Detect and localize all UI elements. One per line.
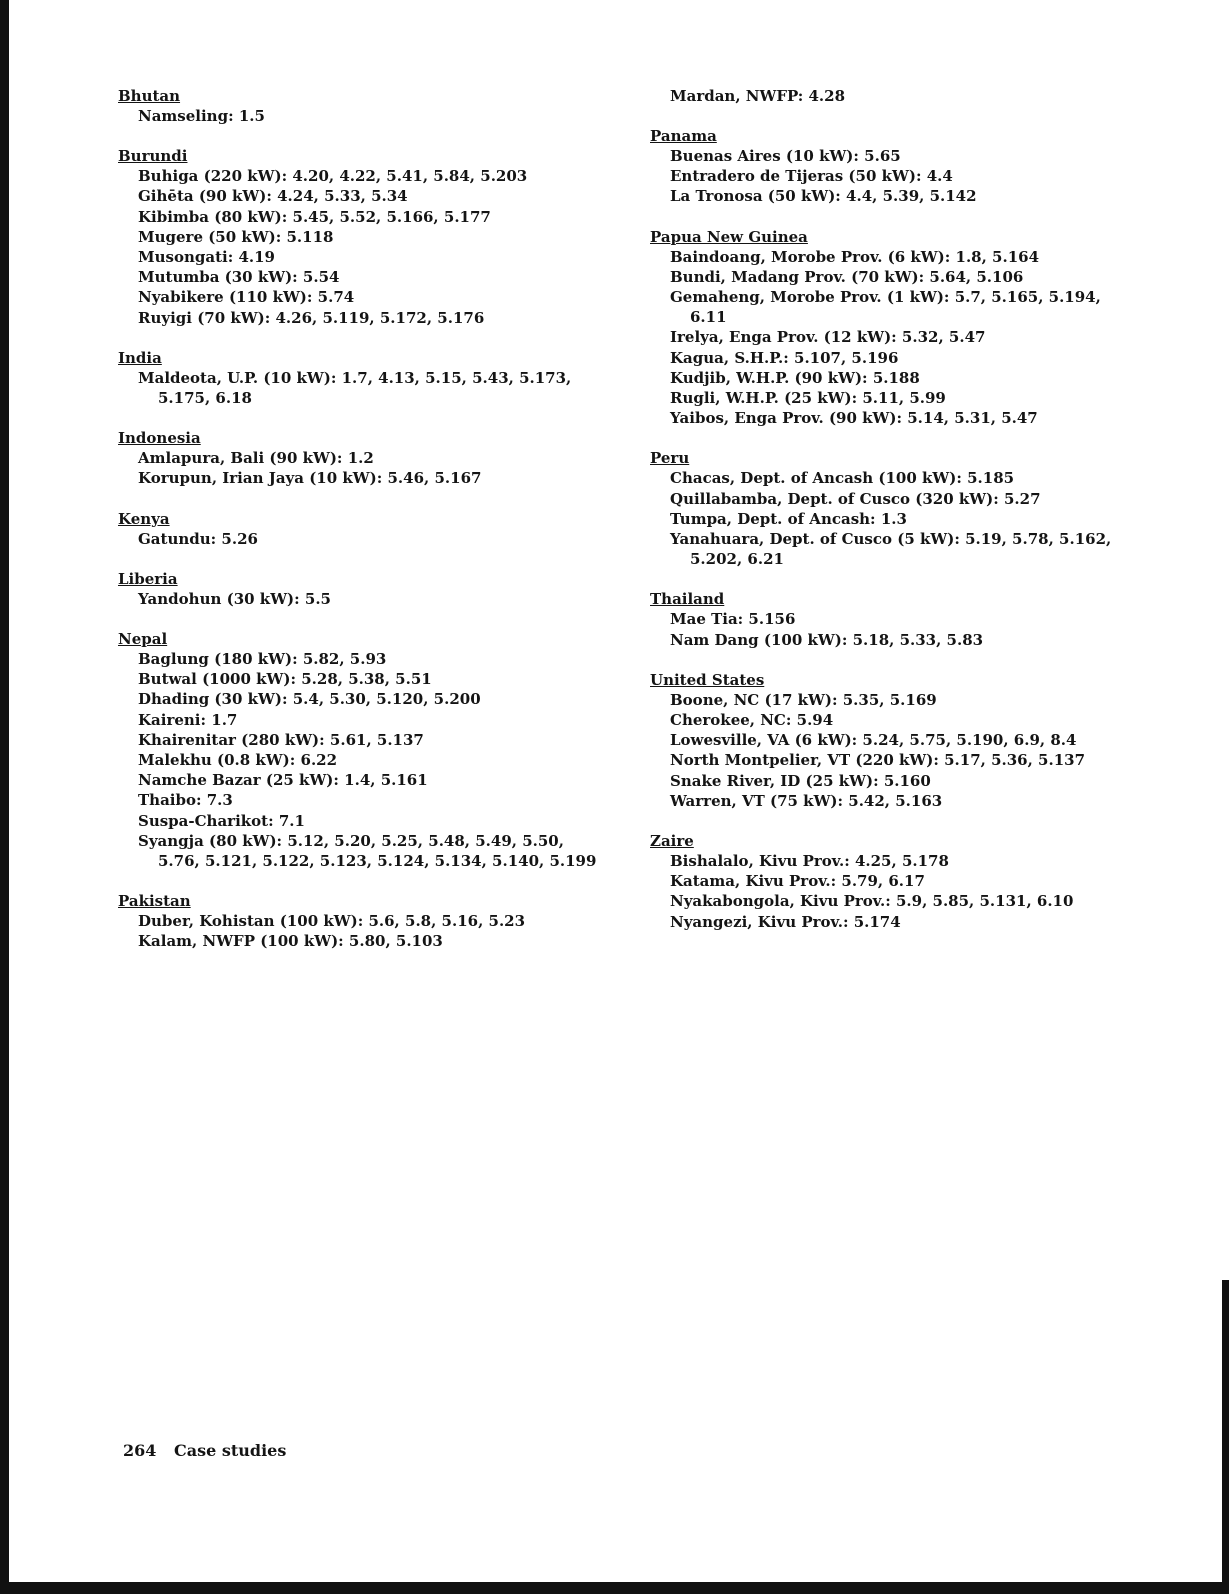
country-heading: United States: [650, 670, 765, 689]
index-entry: [118, 689, 638, 709]
index-entry: [118, 529, 638, 549]
entry-text: Kalam, NWFP (100 kW): 5.80, 5.103: [138, 932, 443, 951]
index-entry: [118, 106, 638, 126]
index-column-left: [118, 86, 638, 972]
entry-text: Dhading (30 kW): 5.4, 5.30, 5.120, 5.200: [138, 690, 481, 709]
entry-text: Kibimba (80 kW): 5.45, 5.52, 5.166, 5.177: [138, 207, 491, 226]
scan-edge-bottom: [0, 1582, 1229, 1594]
entry-continuation: 5.175, 6.18: [158, 389, 252, 408]
index-entry: [118, 811, 638, 831]
index-entry: [118, 468, 638, 488]
entry-text: Lowesville, VA (6 kW): 5.24, 5.75, 5.190, 6.9, 8.4: [670, 731, 1077, 750]
index-entry: [118, 730, 638, 750]
entry-text: Malekhu (0.8 kW): 6.22: [138, 751, 338, 770]
entry-text: North Montpelier, VT (220 kW): 5.17, 5.36, 5.137: [670, 751, 1086, 770]
entry-text: Tumpa, Dept. of Ancash: 1.3: [670, 509, 907, 528]
index-entry: [650, 771, 1210, 791]
country-heading: India: [118, 348, 162, 367]
entry-text: Mae Tia: 5.156: [670, 610, 796, 629]
page-number: 264: [123, 1441, 157, 1460]
index-entry: [118, 589, 638, 609]
country-heading: Papua New Guinea: [650, 227, 808, 246]
entry-text: La Tronosa (50 kW): 4.4, 5.39, 5.142: [670, 187, 977, 206]
entry-text: Thaibo: 7.3: [138, 791, 233, 810]
country-heading: Panama: [650, 127, 717, 145]
index-entry: [650, 851, 1210, 871]
entry-text: Nam Dang (100 kW): 5.18, 5.33, 5.83: [670, 630, 984, 649]
index-entry: [118, 750, 638, 770]
entry-text: Suspa-Charikot: 7.1: [138, 811, 305, 830]
country-heading: Nepal: [118, 630, 168, 649]
entry-text: Korupun, Irian Jaya (10 kW): 5.46, 5.167: [138, 469, 482, 488]
index-entry: [118, 669, 638, 689]
entry-text: Chacas, Dept. of Ancash (100 kW): 5.185: [670, 469, 1015, 488]
entry-text: Kagua, S.H.P.: 5.107, 5.196: [670, 348, 899, 367]
index-entry: [650, 186, 1210, 206]
entry-text: Namche Bazar (25 kW): 1.4, 5.161: [138, 771, 428, 790]
index-entry: [118, 227, 638, 247]
entry-text: Nyabikere (110 kW): 5.74: [138, 288, 355, 307]
index-column-right: [650, 86, 1210, 952]
entry-text: Warren, VT (75 kW): 5.42, 5.163: [670, 791, 943, 810]
index-entry: [650, 348, 1210, 368]
country-heading: Indonesia: [118, 429, 201, 448]
index-entry: [650, 871, 1210, 891]
index-entry: [118, 368, 638, 408]
index-entry: [118, 710, 638, 730]
scan-edge-right: [1222, 1280, 1229, 1594]
entry-text: Yandohun (30 kW): 5.5: [138, 589, 331, 608]
country-section: [118, 428, 638, 488]
entry-text: Syangja (80 kW): 5.12, 5.20, 5.25, 5.48, 5.49, 5.50,: [138, 831, 564, 850]
entry-text: Kudjib, W.H.P. (90 kW): 5.188: [670, 368, 920, 387]
index-entry: [118, 831, 638, 871]
entry-text: Entradero de Tijeras (50 kW): 4.4: [670, 167, 953, 186]
index-entry: [650, 912, 1210, 932]
country-heading: Liberia: [118, 569, 178, 588]
entry-text: Yanahuara, Dept. of Cusco (5 kW): 5.19, 5.78, 5.162,: [670, 530, 1112, 549]
index-entry: [650, 146, 1210, 166]
index-entry: [118, 448, 638, 468]
index-entry: [118, 308, 638, 328]
entry-text: Gemaheng, Morobe Prov. (1 kW): 5.7, 5.165, 5.194,: [670, 288, 1101, 307]
country-section: [118, 509, 638, 549]
entry-continuation: 5.76, 5.121, 5.122, 5.123, 5.124, 5.134, 5.140, 5.199: [158, 852, 597, 871]
entry-text: Maldeota, U.P. (10 kW): 1.7, 4.13, 5.15, 5.43, 5.173,: [138, 368, 572, 387]
index-entry: [650, 267, 1210, 287]
running-section-title: Case studies: [173, 1441, 287, 1460]
country-section: [118, 629, 638, 871]
entry-text: Gihēta (90 kW): 4.24, 5.33, 5.34: [138, 187, 408, 206]
index-entry: [650, 368, 1210, 388]
entry-text: Bishalalo, Kivu Prov.: 4.25, 5.178: [670, 852, 949, 871]
country-section: [650, 670, 1210, 811]
country-heading: Bhutan: [118, 87, 181, 105]
country-section: [118, 86, 638, 126]
index-entry: [118, 247, 638, 267]
entry-text: Nyakabongola, Kivu Prov.: 5.9, 5.85, 5.131, 6.10: [670, 892, 1074, 911]
index-entry: [118, 287, 638, 307]
entry-text: Rugli, W.H.P. (25 kW): 5.11, 5.99: [670, 389, 946, 408]
entry-text: Kaireni: 1.7: [138, 710, 238, 729]
entry-text: Snake River, ID (25 kW): 5.160: [670, 771, 931, 790]
entry-text: Nyangezi, Kivu Prov.: 5.174: [670, 912, 901, 931]
entry-continuation: 6.11: [690, 308, 727, 327]
index-entry: [118, 790, 638, 810]
entry-text: Butwal (1000 kW): 5.28, 5.38, 5.51: [138, 670, 432, 689]
country-heading: Thailand: [650, 590, 725, 609]
index-entry: [650, 166, 1210, 186]
entry-text: Musongati: 4.19: [138, 248, 275, 267]
entry-text: Boone, NC (17 kW): 5.35, 5.169: [670, 690, 937, 709]
index-entry: [650, 247, 1210, 267]
entry-text: Mugere (50 kW): 5.118: [138, 227, 334, 246]
index-entry: [650, 489, 1210, 509]
index-entry: [650, 609, 1210, 629]
index-entry: [118, 931, 638, 951]
index-entry: [650, 730, 1210, 750]
country-heading: Pakistan: [118, 892, 191, 911]
entry-text: Katama, Kivu Prov.: 5.79, 6.17: [670, 872, 925, 891]
index-entry: [118, 649, 638, 669]
country-section: [650, 126, 1210, 207]
country-section: [118, 891, 638, 951]
entry-text: Mutumba (30 kW): 5.54: [138, 268, 340, 287]
entry-text: Duber, Kohistan (100 kW): 5.6, 5.8, 5.16, 5.23: [138, 912, 526, 931]
index-entry: [650, 791, 1210, 811]
country-section: [650, 227, 1210, 429]
index-entry: [118, 186, 638, 206]
index-entry: [650, 750, 1210, 770]
index-entry: [650, 891, 1210, 911]
index-entry: [650, 327, 1210, 347]
entry-text: Khairenitar (280 kW): 5.61, 5.137: [138, 730, 424, 749]
index-entry: [650, 529, 1210, 569]
index-entry: [650, 509, 1210, 529]
country-section: [118, 569, 638, 609]
index-entry: [118, 267, 638, 287]
index-entry: [118, 207, 638, 227]
index-entry: [650, 408, 1210, 428]
country-heading: Burundi: [118, 147, 188, 166]
country-section: [650, 589, 1210, 649]
country-section: [650, 448, 1210, 569]
entry-text: Buenas Aires (10 kW): 5.65: [670, 147, 901, 165]
country-heading: Kenya: [118, 509, 170, 528]
country-section: [118, 348, 638, 408]
country-section: [118, 146, 638, 328]
index-entry: [650, 710, 1210, 730]
entry-text: Baglung (180 kW): 5.82, 5.93: [138, 650, 387, 669]
entry-continuation: 5.202, 6.21: [690, 550, 784, 569]
index-entry: [118, 166, 638, 186]
entry-text: Yaibos, Enga Prov. (90 kW): 5.14, 5.31, 5.47: [670, 409, 1038, 428]
index-entry: Mardan, NWFP: 4.28: [670, 87, 846, 105]
entry-text: Bundi, Madang Prov. (70 kW): 5.64, 5.106: [670, 267, 1024, 286]
index-entry: [118, 911, 638, 931]
index-entry: [650, 468, 1210, 488]
country-heading: Peru: [650, 449, 690, 468]
entry-text: Amlapura, Bali (90 kW): 1.2: [138, 449, 374, 468]
entry-text: Baindoang, Morobe Prov. (6 kW): 1.8, 5.164: [670, 247, 1040, 266]
country-heading: Zaire: [650, 832, 694, 851]
country-section: [650, 831, 1210, 932]
index-entry: [118, 770, 638, 790]
entry-text: Namseling: 1.5: [138, 107, 265, 125]
entry-text: Irelya, Enga Prov. (12 kW): 5.32, 5.47: [670, 328, 986, 347]
entry-text: Gatundu: 5.26: [138, 529, 258, 548]
page-footer: [123, 1441, 286, 1460]
index-entry: [650, 388, 1210, 408]
index-entry: [650, 630, 1210, 650]
entry-text: Quillabamba, Dept. of Cusco (320 kW): 5.27: [670, 489, 1041, 508]
entry-text: Ruyigi (70 kW): 4.26, 5.119, 5.172, 5.176: [138, 308, 485, 327]
index-entry: [650, 690, 1210, 710]
index-entry: [650, 287, 1210, 327]
scan-edge-left: [0, 0, 9, 1594]
entry-text: Buhiga (220 kW): 4.20, 4.22, 5.41, 5.84, 5.203: [138, 167, 528, 186]
entry-text: Cherokee, NC: 5.94: [670, 711, 834, 730]
